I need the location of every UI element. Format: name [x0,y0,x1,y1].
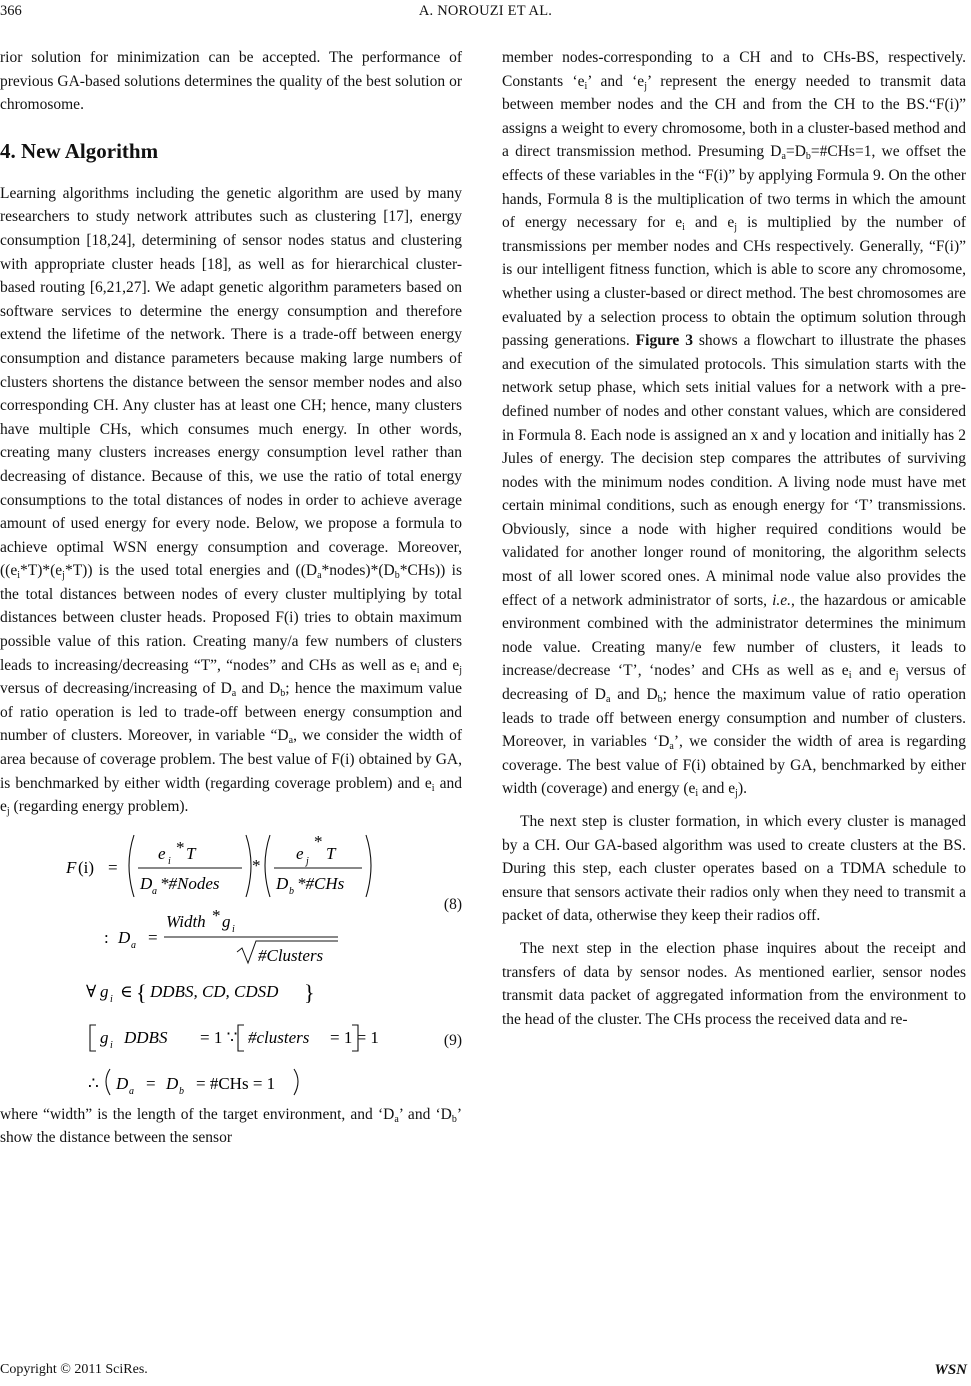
svg-text:D: D [116,1073,129,1093]
svg-text:T: T [186,843,196,863]
svg-text:*: * [252,855,261,875]
paragraph-election-phase: The next step in the election phase inquires about the receipt and transfers of data by sensor nodes. As mentioned earlier, sensor nodes transmit data packet of aggregated information from the environment to the head of the cluster. The CHs process the received data and re- [502,939,966,1028]
svg-text:e: e [296,843,304,863]
svg-text:a: a [131,939,136,951]
svg-text:Width: Width [166,911,206,931]
equation-8-graphic [0,831,400,969]
equation-8-number: (8) [443,895,462,913]
svg-text:a: a [152,885,157,897]
figure-reference: Figure 3 [635,332,693,350]
svg-text:*: * [212,905,221,925]
svg-text:j: j [306,855,309,867]
svg-text:= 1 ∵: = 1 ∵ [200,1027,238,1047]
svg-text:(i): (i) [78,857,95,877]
svg-text:=: = [146,1073,156,1093]
svg-text:*: * [176,837,185,857]
equation-9-number: (9) [443,1031,462,1049]
paragraph-cluster-formation: The next step is cluster formation, in which every cluster is managed by a CH. Our GA-based algorithm was used to create clusters at the BS. During this step, each cluster operates based on a TDMA schedule to ensure that sensors activate their radios only when they need to transmit a packet of data, otherwise they keep their radios off. [502,813,966,925]
footer-copyright: Copyright © 2011 SciRes. [0,1362,148,1377]
right-column [502,46,966,1031]
svg-text:∈: ∈ [120,981,133,1001]
svg-text:}: } [304,979,315,1005]
svg-text:*#CHs: *#CHs [297,873,345,893]
left-column [0,46,462,1150]
running-title: A. NOROUZI ET AL. [418,3,553,19]
svg-text:D: D [166,1073,179,1093]
svg-text:F: F [66,857,77,877]
svg-text:i: i [110,1039,113,1051]
svg-text:i: i [168,855,171,867]
svg-text:= #CHs = 1: = #CHs = 1 [196,1073,276,1093]
equation-9-graphic [0,973,400,1103]
footer-journal: WSN [934,1362,967,1378]
paragraph-where: where “width” is the length of the target environment, and ‘$D_a$’ and ‘$D_b$’ show the distance between the sensor [0,1105,462,1147]
paragraph-continuation: rior solution for minimization can be accepted. The performance of previous GA-based solutions determines the quality of the best solution or chromosome. [0,49,462,114]
svg-text:DDBS, CD, CDSD: DDBS, CD, CDSD [150,981,279,1001]
svg-text:g: g [222,911,231,931]
svg-text:#clusters: #clusters [248,1027,310,1047]
svg-text:= 1 = 1: = 1 = 1 [330,1027,379,1047]
svg-text:i: i [110,993,113,1005]
svg-text:D: D [118,927,131,947]
svg-text::: : [104,927,109,947]
svg-text:{: { [136,979,147,1005]
svg-text:g: g [100,981,109,1001]
svg-text:D: D [276,873,289,893]
svg-text:a: a [129,1085,134,1097]
equation-8 [0,831,462,969]
svg-text:∴: ∴ [88,1073,99,1093]
svg-text:∀: ∀ [86,981,97,1001]
svg-text:b: b [289,885,294,897]
svg-text:g: g [100,1027,109,1047]
svg-text:b: b [179,1085,184,1097]
svg-text:#Clusters: #Clusters [258,945,324,965]
svg-text:=: = [148,927,158,947]
paragraph-new-algorithm: Learning algorithms including the genetic algorithm are used by many researchers to study network attributes such as clustering [17], energy consumption [18,24], determining of sensor nodes status and clustering with appropriate cluster heads [18], as well as for hierarchical cluster-based routing [6,21,27]. We adapt genetic algorithm parameters based on software services to determine the energy consumption and therefore extend the lifetime of the network. There is a trade-off between energy consumption and distance parameters because making large numbers of clusters shortens the distance between the sensor member nodes and also corresponding CH. Any cluster has at least one CH; hence, many clusters have multiple CHs, which consumes much energy. In other words, creating many clusters increases energy consumption level rather than decreasing of distance. Because of this, we use the ratio of total energy consumptions to the total distances of nodes in order to achieve average amount of used energy for every node. Below, we propose a formula to achieve optimal WSN energy consumption and coverage. Moreover, $((e_i*T)*(e_j*T))$ is the used total energies and $((D_a*nodes)*(D_b*CHs))$ is the total distances between nodes of every cluster multiplying by total distances between cluster heads. Proposed F(i) tries to obtain maximum possible value of this ration. Creating many/a few numbers of clusters leads to increasing/decreasing “T”, “nodes” and CHs as well as $e_i$ and $e_j$ versus of decreasing/increasing of $D_a$ and $D_b$; hence the maximum value of ratio operation is led to trade-off between energy consumption and number of clusters. Moreover, in variable “$D_a$, we consider the width of area because of coverage problem. The best value of F(i) obtained by GA, is benchmarked by either width (regarding coverage problem) and $e_i$ and $e_j$ (regarding energy problem). [0,184,462,818]
svg-text:D: D [140,873,153,893]
svg-text:T: T [326,843,336,863]
svg-text:*: * [314,831,323,851]
svg-text:e: e [158,843,166,863]
page-number: 366 [0,3,22,19]
equation-9 [0,973,462,1103]
section-heading: 4. New Algorithm [0,138,159,163]
svg-text:DDBS: DDBS [124,1027,168,1047]
svg-text:i: i [232,923,235,935]
svg-text:*#Nodes: *#Nodes [160,873,220,893]
svg-text:=: = [108,857,118,877]
paragraph-constants: member nodes-corresponding to a CH and to CHs-BS, respectively. Constants ‘$e_i$’ and ‘$e_j$’ represent the energy needed to transmit data between member nodes and the CH and from the CH to the BS.“F(i)” assigns a weight to every chromosome, both in a cluster-based method and a direct transmission method. Presuming $D_a=D_b=\#CHs=1$, we offset the effects of these variables in the “F(i)” by applying Formula 9. On the other hands, Formula 8 is the multiplication of two terms in which the amount of energy necessary for $e_i$ and $e_j$ is multiplied by the number of transmissions per member nodes and CHs respectively. Generally, “F(i)” is our intelligent fitness function, which is able to score any chromosome, whether using a cluster-based or direct method. The best chromosomes are evaluated by a selection process to obtain the optimum solution through passing generations. Figure 3 shows a flowchart to illustrate the phases and execution of the simulated protocols. This simulation starts with the network setup phase, which sets initial values for a network with a pre-defined number of nodes and other constant values, which are considered in Formula 8. Each node is assigned an x and y location and initially has 2 Jules of energy. The decision step compares the attributes of surviving nodes with the minimum nodes condition. A living node must have met certain minimal conditions, such as enough energy for ‘T’ transmissions. Obviously, since a node with higher required conditions would be validated for another longer round of monitoring, the algorithm selects most of all lower scored ones. A minimal node value also provides the effect of a network administrator of sorts, i.e., the hazardous or amicable environment combined with the administrator determines the minimum node value. Creating many/e few number of clusters, it leads to increase/decrease ‘T’, ‘nodes’ and CHs as well as $e_i$ and $e_j$ versus of decreasing of $D_a$ and $D_b$; hence the maximum value of ratio operation leads to trade off between energy consumption and number of clusters. Moreover, in variables ‘$D_a$’, we consider the width of area is regarding coverage. The best value of F(i) obtained by GA, benchmarked by either width (coverage) and energy ($e_i$ and $e_j$). [502,49,967,800]
